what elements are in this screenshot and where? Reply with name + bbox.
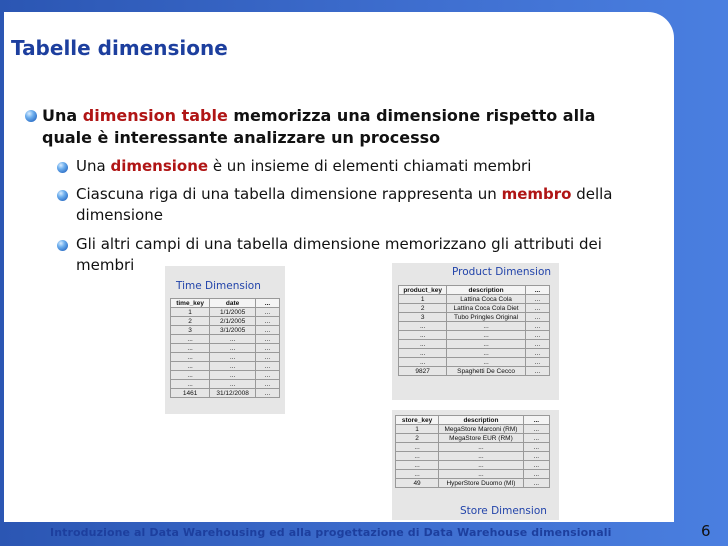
table-cell: ... <box>396 470 439 479</box>
table-cell: ... <box>523 443 549 452</box>
table-cell: ... <box>171 335 210 344</box>
table-header-row <box>399 286 550 295</box>
table-cell: ... <box>525 313 549 322</box>
product-dimension-table <box>398 285 550 376</box>
table-cell: ... <box>439 461 524 470</box>
table-row <box>396 479 550 488</box>
table-header-cell: date <box>210 299 256 308</box>
table-cell: MegaStore EUR (RM) <box>439 434 524 443</box>
table-row <box>171 380 280 389</box>
table-cell: ... <box>256 371 280 380</box>
table-cell: ... <box>256 344 280 353</box>
time-dimension-title: Time Dimension <box>176 280 261 292</box>
table-row <box>399 331 550 340</box>
bullet-icon <box>57 240 68 251</box>
table-header-cell: time_key <box>171 299 210 308</box>
table-cell: ... <box>210 335 256 344</box>
table-cell: 2 <box>396 434 439 443</box>
table-cell: ... <box>525 367 549 376</box>
table-row <box>399 349 550 358</box>
bullet-4: Gli altri campi di una tabella dimensione memorizzano gli attributi dei membri <box>76 235 602 274</box>
table-row <box>171 317 280 326</box>
table-row <box>399 367 550 376</box>
table-cell: 3 <box>171 326 210 335</box>
bullet-2: Una dimensione è un insieme di elementi chiamati membri <box>76 157 532 175</box>
table-cell: ... <box>399 331 447 340</box>
table-cell: ... <box>396 461 439 470</box>
table-cell: 31/12/2008 <box>210 389 256 398</box>
table-cell: ... <box>447 358 526 367</box>
table-header-cell: product_key <box>399 286 447 295</box>
table-cell: 1 <box>171 308 210 317</box>
table-cell: Spaghetti De Cecco <box>447 367 526 376</box>
table-cell: 49 <box>396 479 439 488</box>
table-row <box>171 353 280 362</box>
table-cell: ... <box>210 362 256 371</box>
table-row <box>399 322 550 331</box>
table-cell: ... <box>210 380 256 389</box>
table-cell: ... <box>171 371 210 380</box>
table-cell: ... <box>210 344 256 353</box>
footer-text: Introduzione al Data Warehousing ed alla progettazione di Data Warehouse dimensionali <box>50 526 612 539</box>
table-cell: 2 <box>171 317 210 326</box>
bullet-icon <box>57 190 68 201</box>
table-cell: ... <box>171 344 210 353</box>
table-cell: HyperStore Duomo (MI) <box>439 479 524 488</box>
table-cell: ... <box>523 434 549 443</box>
table-cell: ... <box>439 443 524 452</box>
table-cell: ... <box>396 452 439 461</box>
table-row <box>171 308 280 317</box>
table-cell: ... <box>171 362 210 371</box>
table-cell: 2/1/2005 <box>210 317 256 326</box>
bullet-icon <box>57 162 68 173</box>
table-row <box>171 326 280 335</box>
table-row <box>171 371 280 380</box>
table-row <box>396 425 550 434</box>
table-header-cell: ... <box>523 416 549 425</box>
table-cell: ... <box>525 358 549 367</box>
table-cell: ... <box>525 304 549 313</box>
table-cell: ... <box>399 322 447 331</box>
table-cell: ... <box>256 317 280 326</box>
table-cell: ... <box>525 331 549 340</box>
table-cell: ... <box>210 353 256 362</box>
time-dimension-table <box>170 298 280 398</box>
table-cell: ... <box>256 362 280 371</box>
page-number: 6 <box>701 522 711 540</box>
table-cell: ... <box>256 308 280 317</box>
table-row <box>396 434 550 443</box>
table-cell: ... <box>447 331 526 340</box>
table-cell: ... <box>256 353 280 362</box>
table-cell: 1/1/2005 <box>210 308 256 317</box>
table-cell: 9827 <box>399 367 447 376</box>
table-header-cell: ... <box>525 286 549 295</box>
table-row <box>399 358 550 367</box>
bullet-1: Una dimension table memorizza una dimensione rispetto alla quale è interessante analizzare un processo <box>42 106 596 147</box>
table-cell: 2 <box>399 304 447 313</box>
table-cell: ... <box>439 452 524 461</box>
table-cell: ... <box>523 425 549 434</box>
table-row <box>171 389 280 398</box>
table-cell: Lattina Coca Cola <box>447 295 526 304</box>
bullet-icon <box>25 110 37 122</box>
store-dimension-title: Store Dimension <box>460 505 547 517</box>
table-cell: ... <box>523 479 549 488</box>
table-cell: ... <box>171 353 210 362</box>
table-cell: 3 <box>399 313 447 322</box>
table-cell: ... <box>523 452 549 461</box>
table-row <box>171 362 280 371</box>
table-cell: ... <box>525 340 549 349</box>
table-header-cell: ... <box>256 299 280 308</box>
table-cell: 1 <box>399 295 447 304</box>
table-header-row <box>396 416 550 425</box>
table-cell: ... <box>439 470 524 479</box>
table-row <box>399 313 550 322</box>
table-cell: Lattina Coca Cola Diet <box>447 304 526 313</box>
table-row <box>171 335 280 344</box>
table-row <box>399 295 550 304</box>
table-row <box>399 304 550 313</box>
table-row <box>396 452 550 461</box>
table-cell: 1461 <box>171 389 210 398</box>
table-cell: ... <box>525 295 549 304</box>
table-cell: ... <box>396 443 439 452</box>
table-header-cell: store_key <box>396 416 439 425</box>
table-row <box>396 461 550 470</box>
bullet-3: Ciascuna riga di una tabella dimensione rappresenta un membro della dimensione <box>76 185 613 224</box>
table-row <box>396 470 550 479</box>
table-cell: Tubo Pringles Original <box>447 313 526 322</box>
table-cell: ... <box>523 461 549 470</box>
table-cell: ... <box>525 349 549 358</box>
table-header-cell: description <box>439 416 524 425</box>
table-cell: ... <box>256 326 280 335</box>
table-cell: ... <box>256 335 280 344</box>
table-cell: ... <box>256 389 280 398</box>
table-cell: 1 <box>396 425 439 434</box>
table-row <box>171 344 280 353</box>
table-cell: MegaStore Marconi (RM) <box>439 425 524 434</box>
table-cell: ... <box>256 380 280 389</box>
table-row <box>399 340 550 349</box>
table-row <box>396 443 550 452</box>
product-dimension-title: Product Dimension <box>452 266 552 278</box>
table-cell: ... <box>171 380 210 389</box>
store-dimension-table <box>395 415 550 488</box>
table-cell: ... <box>447 340 526 349</box>
table-cell: ... <box>399 358 447 367</box>
slide-title: Tabelle dimensione <box>11 36 228 60</box>
table-header-cell: description <box>447 286 526 295</box>
table-cell: ... <box>399 340 447 349</box>
table-cell: ... <box>447 349 526 358</box>
table-cell: ... <box>210 371 256 380</box>
table-cell: 3/1/2005 <box>210 326 256 335</box>
table-cell: ... <box>447 322 526 331</box>
table-cell: ... <box>399 349 447 358</box>
table-cell: ... <box>525 322 549 331</box>
table-cell: ... <box>523 470 549 479</box>
table-header-row <box>171 299 280 308</box>
